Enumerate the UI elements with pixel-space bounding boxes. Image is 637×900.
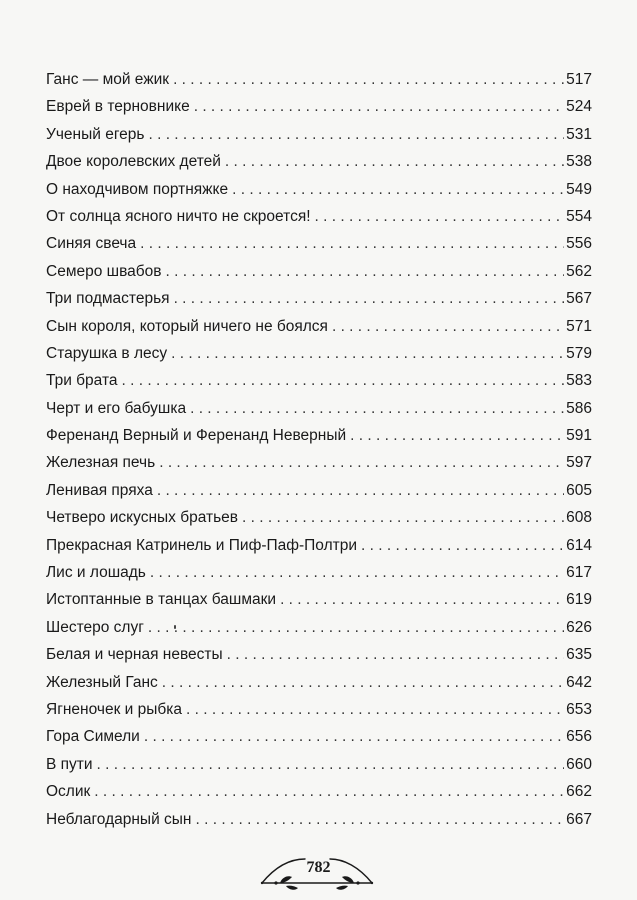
toc-entry-title: Еврей в терновнике [46,98,190,116]
dot-leader [315,203,565,230]
toc-entry [46,148,592,175]
toc-entry-title: Лис и лошадь [46,564,146,582]
toc-entry-page: 653 [566,700,592,718]
dot-leader [97,751,565,778]
toc-entry [46,285,592,312]
toc-entry-title: Сын короля, который ничего не боялся [46,317,328,335]
toc-entry [46,669,592,696]
toc-entry-page: 567 [566,290,592,308]
toc-entry [46,230,592,257]
toc-entry [46,422,592,449]
toc-entry-title: Семеро швабов [46,262,162,280]
dot-leader [174,285,565,312]
dot-leader [157,477,564,504]
dot-leader [280,586,564,613]
dot-leader [140,230,564,257]
toc-entry [46,751,592,778]
dot-leader [159,449,564,476]
dot-leader [162,669,564,696]
toc-entry-title: Старушка в лесу [46,344,168,362]
toc-entry-page: 586 [566,399,592,417]
toc-entry-title: Железная печь [46,454,156,472]
dot-leader [144,723,564,750]
toc-entry-title: Ференанд Верный и Ференанд Неверный [46,427,347,445]
toc-entry [46,93,592,120]
toc-entry-title: Неблагодарный сын [46,810,192,828]
toc-entry-title: Железный Ганс [46,673,158,691]
toc-entry [46,176,592,203]
toc-entry-page: 531 [566,125,592,143]
toc-entry-page: 579 [566,344,592,362]
toc-entry-title: Ленивая пряха [46,481,153,499]
toc-entry-page: 549 [566,180,592,198]
toc-entry-page: 605 [566,481,592,499]
toc-entry-title: Ягненочек и рыбка [46,700,182,718]
toc-entry [46,778,592,805]
table-of-contents [46,66,592,833]
toc-entry-page: 554 [566,207,592,225]
dot-leader [227,641,564,668]
dot-leader [232,176,564,203]
dot-leader [150,559,564,586]
toc-entry-title: Прекрасная Катринель и Пиф-Паф-Полтри [46,536,358,554]
toc-entry-page: 617 [566,564,592,582]
toc-entry-page: 619 [566,591,592,609]
toc-entry-page: 562 [566,262,592,280]
toc-entry-page: 538 [566,153,592,171]
dot-leader [242,504,564,531]
toc-entry-title: Истоптанные в танцах башмаки [46,591,277,609]
toc-entry [46,121,592,148]
dot-leader [186,696,564,723]
toc-entry-page: 667 [566,810,592,828]
toc-entry-page: 571 [566,317,592,335]
toc-entry-page: 556 [566,235,592,253]
toc-entry-page: 626 [566,618,592,636]
dot-leader [361,532,564,559]
toc-entry-title: От солнца ясного ничто не скроется! [46,207,311,225]
toc-entry-title: В пути [46,755,93,773]
toc-entry-title: Шестеро слуг [46,618,144,636]
toc-entry-page: 662 [566,783,592,801]
dot-leader [195,806,564,833]
toc-entry [46,340,592,367]
toc-entry [46,395,592,422]
toc-entry-page: 591 [566,427,592,445]
dot-leader [148,121,564,148]
toc-entry-title: Четверо искусных братьев [46,509,239,527]
toc-entry-page: 614 [566,536,592,554]
toc-entry [46,367,592,394]
dot-leader [166,258,565,285]
toc-entry [46,559,592,586]
toc-entry-page: 597 [566,454,592,472]
dot-leader [190,395,564,422]
toc-entry [46,203,592,230]
toc-entry-title: Черт и его бабушка [46,399,187,417]
toc-entry [46,504,592,531]
toc-entry-title: Двое королевских детей [46,153,221,171]
dot-leader [94,778,564,805]
toc-entry [46,532,592,559]
dot-leader [173,66,564,93]
toc-entry-title: Белая и черная невесты [46,646,223,664]
dot-leader [194,93,564,120]
toc-entry-title: Ослик [46,783,91,801]
dot-leader [225,148,564,175]
toc-entry [46,614,592,641]
toc-entry-title: Синяя свеча [46,235,137,253]
dot-leader [332,313,564,340]
toc-entry-title: Ученый егерь [46,125,145,143]
toc-entry-page: 524 [566,98,592,116]
toc-entry [46,641,592,668]
toc-entry-page: 642 [566,673,592,691]
dot-leader [350,422,564,449]
toc-entry [46,696,592,723]
dot-leader [122,367,565,394]
toc-entry-page: 635 [566,646,592,664]
toc-entry-page: 656 [566,728,592,746]
toc-entry-title: О находчивом портняжке [46,180,229,198]
dot-leader [148,614,564,641]
toc-entry-title: Три брата [46,372,118,390]
toc-entry [46,477,592,504]
toc-entry-page: 517 [566,71,592,88]
toc-entry-title: Три подмастерья [46,290,170,308]
toc-entry-page: 660 [566,755,592,773]
toc-entry [46,313,592,340]
page-footer [0,853,637,893]
print-speck [174,625,176,629]
toc-entry [46,258,592,285]
toc-entry-title: Гора Симели [46,728,140,746]
toc-entry [46,586,592,613]
toc-entry [46,66,592,93]
toc-entry-page: 583 [566,372,592,390]
page-number: 782 [306,859,331,876]
toc-entry [46,449,592,476]
toc-entry-title: Ганс — мой ежик [46,71,170,88]
toc-entry [46,806,592,833]
toc-entry-page: 608 [566,509,592,527]
dot-leader [171,340,564,367]
toc-entry [46,723,592,750]
